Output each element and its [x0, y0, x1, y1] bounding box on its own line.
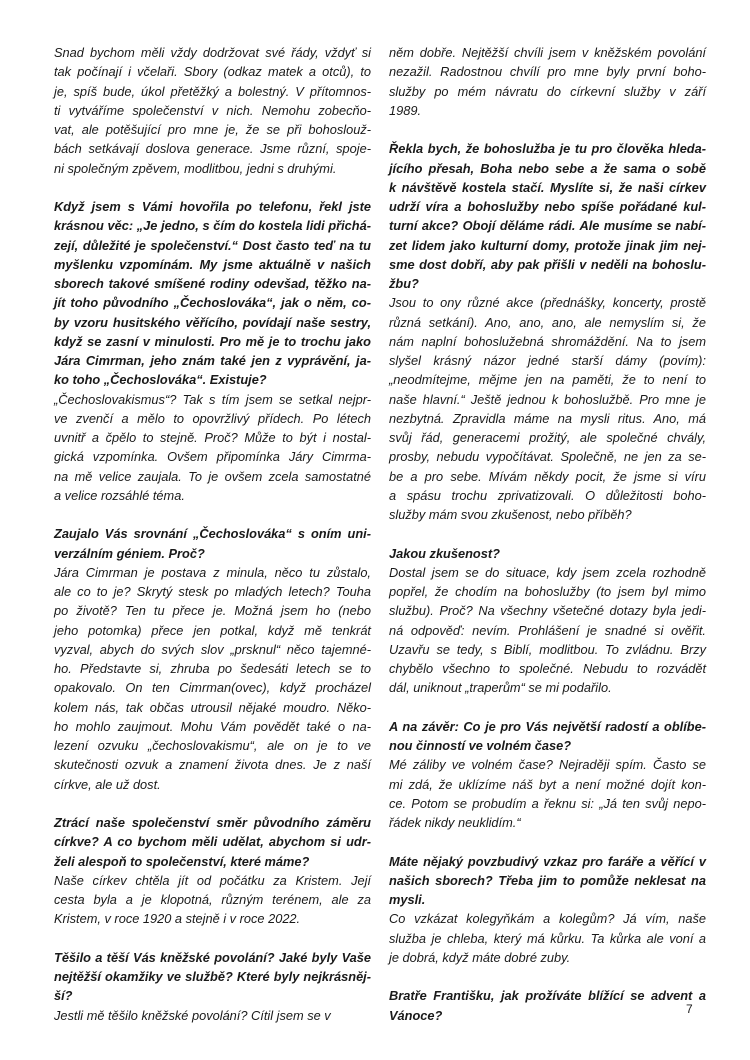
page-number: 7 [686, 1002, 693, 1016]
text-line: jeho potomka) přece jen potkal, když mě tenkrát [54, 622, 371, 638]
text-line: uvnitř a čpělo to stejně. Proč? Může to být i nostal- [54, 430, 371, 445]
text-line: Jára Cimrman, jeho znám také jen z vyprávění, ja- [54, 353, 371, 368]
text-line: popřel, že chodím na bohoslužby (to jsem byl mimo [389, 584, 706, 599]
text-line: turní akce? Obojí děláme rádi. Ale musíme se nabí- [389, 218, 706, 234]
text-line: služby po mém návratu do církevní služby v září [389, 83, 706, 99]
text-line: službu). Proč? Na všechny všetečné dotazy byla jedi- [389, 603, 706, 619]
question-heading [54, 813, 371, 871]
text-line: našich sborech? Třeba jim to pomůže neklesat na [389, 872, 706, 888]
text-line: ce. Potom se probudím a řeknu si: „Já ten svůj nepo- [389, 795, 706, 811]
text-line: Jakou zkušenost? [389, 545, 500, 561]
paragraph-gap [389, 524, 706, 543]
text-line: Zaujalo Vás srovnání „Čechoslováka“ s oním uni- [54, 526, 371, 542]
text-line: po životě? Ten tu přece je. Možná jsem ho (nebo [54, 603, 371, 619]
text-line: Řekla bych, že bohoslužba je tu pro člověka hleda- [389, 141, 706, 157]
paragraph-gap [54, 794, 371, 813]
text-line: služba je chleba, který má kůrku. Ta kůrka ale voní a [389, 930, 706, 946]
paragraph-gap [54, 929, 371, 948]
text-line: nám naplní bohoslužebná shromáždění. Na to jsem [389, 333, 706, 349]
text-line: myšlenku vzpomínám. My jsme aktuálně v našich [54, 256, 371, 272]
text-line: ho. Představte si, zhruba po šedesáti letech se to [54, 661, 371, 676]
text-line: nezbytná. Zpravidla máme na mysli ritus. Ano, má [389, 410, 706, 426]
question-heading [389, 544, 706, 563]
answer-paragraph [54, 390, 371, 506]
text-line: Jestli mě těšilo kněžské povolání? Cítil jsem se v [54, 1007, 331, 1023]
paragraph-gap [389, 832, 706, 851]
text-line: ni společným zpěvem, modlitbou, jedni s druhými. [54, 160, 337, 176]
text-line: vyzval, abych do svých slov „prsknul“ něco tajemné- [54, 641, 371, 657]
text-line: „Čechoslovakismus“? Tak s tím jsem se setkal nejpr- [54, 391, 371, 407]
text-line: ko toho „Čechoslováka“. Existuje? [54, 372, 267, 388]
answer-paragraph [54, 563, 371, 794]
text-line: udrží víra a bohoslužby nebo spíše pořádané kul- [389, 199, 706, 214]
question-heading [389, 139, 706, 293]
text-line: ná odpověď: nevím. Prohlášení je snadné si ověřit. [389, 622, 706, 638]
question-heading [389, 986, 706, 1025]
text-line: církve, ale už dost. [54, 776, 161, 792]
answer-paragraph [389, 293, 706, 524]
paragraph-gap [389, 967, 706, 986]
text-line: slyšel krásný názor jedné starší dámy (povím): [389, 353, 706, 368]
text-line: Ztrácí naše společenství směr původního záměru [54, 815, 371, 830]
text-line: když se zasní v minulosti. Pro mě je to trochu jako [54, 333, 371, 349]
text-line: Snad bychom měli vždy dodržovat své řády, vždyť si [54, 45, 371, 60]
text-line: řádek nikdy neuklidím.“ [389, 815, 521, 830]
text-line: ší? [54, 988, 73, 1004]
text-line: služby mám svou zkušenost, nebo příběh? [389, 507, 632, 522]
text-line: Co vzkázat kolegyňkám a kolegům? Já vím, naše [389, 911, 706, 927]
text-line: ho mohlo zaujmout. Mohu Vám povědět také o na- [54, 718, 371, 734]
paragraph-gap [54, 178, 371, 197]
text-line: je, spíš bude, úkol přetěžký a bolestný. V přítomnos- [54, 83, 371, 99]
text-line: opakovalo. On ten Cimrman(ovec), když procházel [54, 680, 371, 696]
paragraph-gap [389, 120, 706, 139]
text-line: k návštěvě kostela stačí. Myslíte si, že naši církev [389, 179, 706, 195]
text-line: zejí, důležité je společenství.“ Dost často teď na tu [54, 237, 371, 253]
answer-paragraph [389, 563, 706, 698]
text-line: Bratře Františku, jak prožíváte blížící se advent a [389, 988, 706, 1004]
text-line: verzálním géniem. Proč? [54, 545, 205, 561]
text-line: ti vytváříme společenství v nich. Nemohu zobecňo- [54, 102, 371, 118]
left-column [54, 43, 371, 1025]
text-line: Vánoce? [389, 1007, 443, 1023]
text-line: mi zdá, že uklízíme náš byt a není možné dojít kon- [389, 776, 706, 792]
text-line: krásnou věc: „Je jedno, s čím do kostela lidi přichá- [54, 218, 371, 234]
question-heading [389, 717, 706, 756]
text-line: Kristem, v roce 1920 a stejně i v roce 2022. [54, 911, 301, 927]
text-line: lezení ozvuku „čechoslovakismu“, ale on je to ve [54, 738, 371, 753]
answer-paragraph [54, 871, 371, 929]
text-line: by vzoru husitského věřícího, povídají naše sestry, [54, 314, 371, 330]
text-line: jít toho původního „Čechoslováka“, jak o něm, co- [54, 295, 371, 311]
text-line: chybělo všechno to společné. Nebudu to rozvádět [389, 661, 706, 676]
text-line: Naše církev chtěla jít od počátku za Kristem. Její [54, 872, 371, 888]
text-line: ale co to je? Skrytý stesk po mladých letech? Touha [54, 584, 371, 599]
text-line: Mé záliby ve volném čase? Nejraději spím. Často se [389, 757, 706, 773]
text-line: nezažil. Radostnou chvílí pro mne byly první boho- [389, 64, 706, 80]
text-line: žbu? [389, 276, 419, 291]
text-line: cesta byla a je klopotná, různým terénem, ale za [54, 892, 371, 907]
text-line: Máte nějaký povzbudivý vzkaz pro faráře a věřící v [389, 853, 706, 869]
text-line: církve? A co bychom měli udělat, abychom si udr- [54, 834, 371, 850]
text-line: nejtěžší okamžiky ve službě? Které byly nejkrásněj- [54, 969, 371, 984]
text-line: skutečnosti ozvuk a znamení života dnes. Je z naší [54, 757, 371, 773]
answer-paragraph [389, 755, 706, 832]
answer-paragraph [54, 1006, 371, 1025]
question-heading [54, 524, 371, 563]
text-line: a velice rozsáhlé téma. [54, 487, 185, 503]
text-line: Když jsem s Vámi hovořila po telefonu, řekl jste [54, 199, 371, 214]
text-line: be a pro sebe. Mívám někdy pocit, že jsme si víru [389, 468, 706, 484]
answer-paragraph [389, 909, 706, 967]
right-column [389, 43, 706, 1025]
text-line: něm dobře. Nejtěžší chvíli jsem v kněžském povolání [389, 45, 706, 60]
text-line: 1989. [389, 102, 422, 118]
text-line: „neodmítejme, mějme jen na paměti, že to není to [389, 372, 706, 388]
text-line: tak počínají i včelaři. Sbory (odkaz matek a otců), to [54, 64, 371, 80]
text-line: Jára Cimrman je postava z minula, něco tu zůstalo, [54, 564, 371, 580]
text-line: Těšilo a těší Vás kněžské povolání? Jaké byly Vaše [54, 949, 371, 965]
text-line: zet lidem jako kulturní domy, protože jinak jim nej- [389, 237, 706, 253]
text-line: A na závěr: Co je pro Vás největší radostí a oblíbe- [389, 718, 706, 734]
question-heading [54, 948, 371, 1006]
text-line: dál, uniknout „traperům“ se mi podařilo. [389, 680, 612, 696]
text-line: prosby, nebudu vypočítávat. Společně, ne jen za se- [389, 449, 706, 465]
text-line: je dobrá, když máte dobré zuby. [389, 949, 571, 965]
paragraph-gap [389, 698, 706, 717]
text-line: želi alespoň to společenství, které máme? [54, 853, 310, 869]
text-line: ve zvenčí a mělo to opovržlivý přídech. Po létech [54, 410, 371, 426]
text-line: naše hlavní.“ Ještě jednou k bohoslužbě. Pro mne je [389, 391, 706, 407]
text-line: Uzavřu se tedy, s Biblí, modlitbou. To zvládnu. Brzy [389, 641, 706, 657]
text-line: vat, ale potěšující pro mne je, že se při bohoslouž- [54, 122, 371, 137]
text-line: na mě velice zaujala. To je ovšem zcela samostatné [54, 468, 371, 484]
paragraph-gap [54, 505, 371, 524]
text-line: Dostal jsem se do situace, kdy jsem zcela rozhodně [389, 564, 706, 580]
answer-paragraph [389, 43, 706, 120]
text-line: svůj řád, generacemi prožitý, ale společné chvály, [389, 430, 706, 445]
text-line: jícího přesah, Boha nebo sebe a že sama o sobě [389, 160, 706, 176]
text-line: různá setkání). Ano, ano, ano, ale nemyslím si, že [389, 314, 706, 330]
text-line: bách setkávají doslova generace. Jsme různí, spoje- [54, 141, 371, 157]
text-line: Jsou to ony různé akce (přednášky, koncerty, prostě [389, 295, 706, 311]
question-heading [54, 197, 371, 390]
question-heading [389, 852, 706, 910]
text-line: sborech takové smíšené rodiny odevšad, těžko na- [54, 276, 371, 291]
text-line: kolem nás, tak občas utrousil nějaké moudro. Něko- [54, 699, 371, 715]
answer-paragraph [54, 43, 371, 178]
text-line: mysli. [389, 892, 426, 907]
text-line: a spásu trochu zprivatizovali. O důležitosti boho- [389, 487, 706, 503]
text-line: nou činností ve volném čase? [389, 738, 572, 753]
text-line: gická vzpomínka. Ovšem připomínka Járy Cimrma- [54, 449, 371, 465]
text-line: sme dost dobří, aby pak přišli v neděli na bohoslu- [389, 256, 706, 272]
